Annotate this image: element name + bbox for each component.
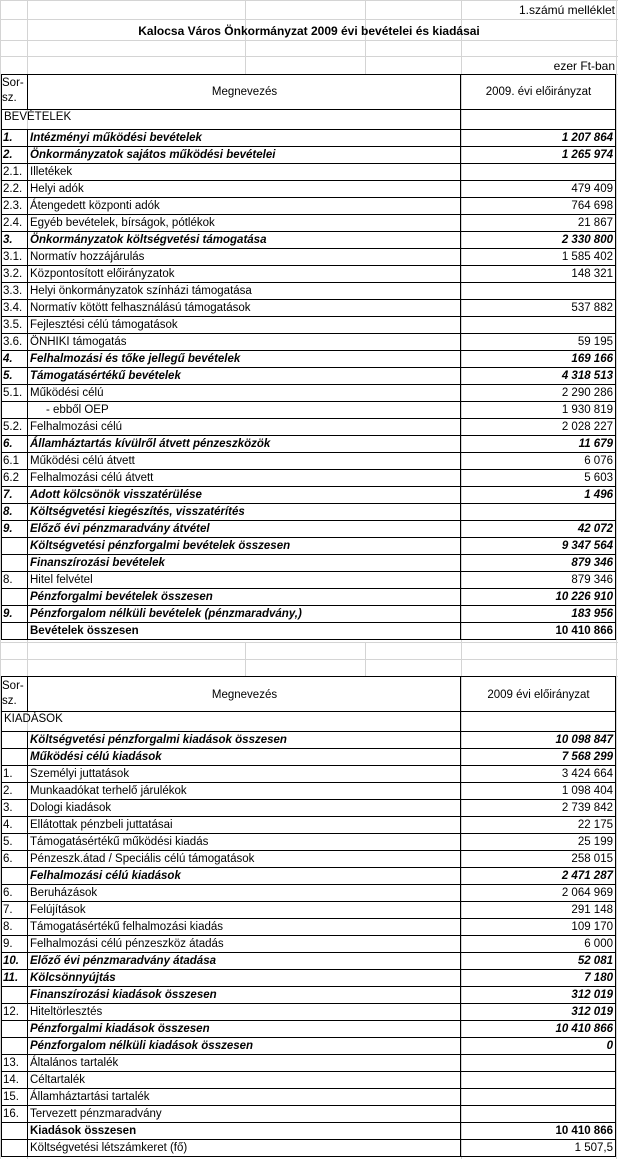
annex-label: 1.számú melléklet bbox=[518, 3, 615, 17]
revenue-table-row bbox=[0, 487, 618, 504]
revenue-row-name: Helyi adók bbox=[30, 183, 84, 195]
expense-row-no: 15. bbox=[3, 1091, 19, 1103]
expense-row-name: Támogatásértékű felhalmozási kiadás bbox=[30, 921, 224, 933]
table-border bbox=[1, 109, 616, 110]
expense-table-row bbox=[0, 936, 618, 953]
revenue-table-row bbox=[0, 130, 618, 147]
expense-row-name: Általános tartalék bbox=[30, 1057, 119, 1069]
revenue-table-row bbox=[0, 334, 618, 351]
expense-row-value: 0 bbox=[606, 1040, 613, 1052]
expense-row-name: Felhalmozási célú pénzeszköz átadás bbox=[30, 938, 224, 950]
revenue-table-row bbox=[0, 147, 618, 164]
page-title: Kalocsa Város Önkormányzat 2009 évi bevételei és kiadásai bbox=[138, 24, 480, 38]
expense-row-value: 6 000 bbox=[584, 938, 613, 950]
gridline bbox=[0, 40, 618, 41]
revenue-row-no bbox=[1, 589, 27, 606]
revenue-row-value: 59 195 bbox=[577, 336, 613, 348]
revenue-table-row bbox=[0, 521, 618, 538]
expense-row-no bbox=[1, 732, 27, 749]
revenue-row-no bbox=[1, 555, 27, 572]
expense-row-value bbox=[461, 1055, 616, 1072]
expense-row-name: Tervezett pénzmaradvány bbox=[30, 1108, 162, 1120]
expense-row-name: Dologi kiadások bbox=[30, 802, 112, 814]
expense-row-name: Felújítások bbox=[30, 904, 86, 916]
expense-row-value: 312 019 bbox=[571, 1006, 613, 1018]
expense-row-name: Működési célú kiadások bbox=[30, 751, 162, 763]
expense-table-row bbox=[0, 1055, 618, 1072]
revenue-row-no: 1. bbox=[3, 132, 13, 144]
expense-table-row bbox=[0, 1140, 618, 1157]
revenue-row-value: 169 166 bbox=[571, 353, 613, 365]
revenue-table-row bbox=[0, 419, 618, 436]
expense-row-name: Finanszírozási kiadások összesen bbox=[30, 989, 217, 1001]
revenue-table-row bbox=[0, 164, 618, 181]
gridline bbox=[0, 56, 618, 57]
revenue-table-row bbox=[0, 470, 618, 487]
table-border bbox=[1, 676, 616, 677]
rev-section-title: BEVÉTELEK bbox=[4, 111, 72, 123]
revenue-row-name: Központosított előirányzatok bbox=[30, 268, 175, 280]
revenue-row-value: 1 207 864 bbox=[561, 132, 613, 144]
expense-row-value: 258 015 bbox=[571, 853, 613, 865]
expense-table-row bbox=[0, 766, 618, 783]
revenue-row-name: Költségvetési pénzforgalmi bevételek összesen bbox=[30, 540, 291, 552]
expense-row-no bbox=[1, 749, 27, 766]
revenue-row-name: Adott kölcsönök visszatérülése bbox=[30, 489, 202, 501]
expense-row-no: 5. bbox=[3, 836, 13, 848]
revenue-row-no: 3.5. bbox=[3, 319, 23, 331]
revenue-row-name: Pénzforgalom nélküli bevételek (pénzmaradvány,) bbox=[30, 608, 302, 620]
revenue-table-row bbox=[0, 215, 618, 232]
expense-row-no: 10. bbox=[3, 955, 19, 967]
expense-table-row bbox=[0, 868, 618, 885]
revenue-table-row bbox=[0, 589, 618, 606]
revenue-row-value: 1 265 974 bbox=[561, 149, 613, 161]
revenue-row-no: 6. bbox=[3, 438, 13, 450]
revenue-row-name: Támogatásértékű bevételek bbox=[30, 370, 181, 382]
revenue-row-value: 9 347 564 bbox=[561, 540, 613, 552]
expense-row-name: Beruházások bbox=[30, 887, 98, 899]
revenue-row-no: 3.6. bbox=[3, 336, 23, 348]
expense-table-row bbox=[0, 902, 618, 919]
expense-table-row bbox=[0, 834, 618, 851]
revenue-row-no: 2.2. bbox=[3, 183, 23, 195]
revenue-row-value: 11 679 bbox=[578, 438, 613, 450]
exp-section-title: KIADÁSOK bbox=[4, 713, 63, 725]
expense-row-no: 7. bbox=[3, 904, 13, 916]
table-border bbox=[1, 711, 616, 712]
expense-row-value: 25 199 bbox=[577, 836, 613, 848]
revenue-row-name: Illetékek bbox=[30, 166, 73, 178]
expense-row-no: 8. bbox=[3, 921, 13, 933]
revenue-row-name: Felhalmozási célú átvett bbox=[30, 472, 154, 484]
expense-table-row bbox=[0, 919, 618, 936]
expense-row-no: 14. bbox=[3, 1074, 19, 1086]
expense-row-value: 10 098 847 bbox=[555, 734, 613, 746]
expense-row-value: 10 410 866 bbox=[555, 1023, 613, 1035]
exp-col-no-line1: Sor- bbox=[2, 680, 24, 692]
expense-table-row bbox=[0, 970, 618, 987]
expense-table-row bbox=[0, 1038, 618, 1055]
expense-table-row bbox=[0, 817, 618, 834]
revenue-row-name: Normatív hozzájárulás bbox=[30, 251, 145, 263]
revenue-row-no: 3.1. bbox=[3, 251, 23, 263]
expense-row-name: Pénzforgalom nélküli kiadások összesen bbox=[30, 1040, 254, 1052]
revenue-table-row bbox=[0, 572, 618, 589]
expense-row-no: 6. bbox=[3, 853, 13, 865]
revenue-row-value: 879 346 bbox=[571, 574, 613, 586]
revenue-row-name: Működési célú bbox=[30, 387, 104, 399]
table-border bbox=[460, 711, 461, 731]
rev-col-value-header: 2009. évi előirányzat bbox=[485, 86, 592, 98]
revenue-table-row bbox=[0, 300, 618, 317]
revenue-row-value bbox=[461, 164, 616, 181]
revenue-row-no: 2.3. bbox=[3, 200, 23, 212]
revenue-row-no: 2. bbox=[3, 149, 13, 161]
revenue-table-row bbox=[0, 623, 618, 640]
gridline bbox=[0, 659, 618, 660]
revenue-table-row bbox=[0, 198, 618, 215]
expense-row-value: 3 424 664 bbox=[561, 768, 613, 780]
revenue-row-value: 6 076 bbox=[584, 455, 613, 467]
revenue-row-value: 1 930 819 bbox=[561, 404, 613, 416]
revenue-row-name: Előző évi pénzmaradvány átvétel bbox=[30, 523, 210, 535]
revenue-row-no: 8. bbox=[3, 574, 13, 586]
expense-row-value: 52 081 bbox=[577, 955, 613, 967]
revenue-row-no: 2.1. bbox=[3, 166, 23, 178]
revenue-row-value: 148 321 bbox=[571, 268, 613, 280]
revenue-row-value: 2 330 800 bbox=[561, 234, 613, 246]
revenue-table-row bbox=[0, 385, 618, 402]
exp-col-value-header: 2009 évi előirányzat bbox=[487, 689, 590, 701]
gridline bbox=[0, 642, 618, 643]
revenue-row-value: 537 882 bbox=[571, 302, 613, 314]
expense-row-name: Személyi juttatások bbox=[30, 768, 130, 780]
revenue-row-name: Pénzforgalmi bevételek összesen bbox=[30, 591, 213, 603]
expense-row-no: 16. bbox=[3, 1108, 19, 1120]
table-border bbox=[460, 109, 461, 129]
expense-row-name: Felhalmozási célú kiadások bbox=[30, 870, 181, 882]
revenue-row-name: Normatív kötött felhasználású támogatások bbox=[30, 302, 251, 314]
revenue-row-name: Felhalmozási célú bbox=[30, 421, 123, 433]
expense-row-name: Pénzeszk.átad / Speciális célú támogatások bbox=[30, 853, 255, 865]
revenue-row-no: 3.3. bbox=[3, 285, 23, 297]
expense-row-no: 12. bbox=[3, 1006, 19, 1018]
expense-row-value bbox=[461, 1089, 616, 1106]
expense-row-value: 7 568 299 bbox=[561, 751, 613, 763]
revenue-table-row bbox=[0, 266, 618, 283]
expense-row-value: 312 019 bbox=[571, 989, 613, 1001]
expense-row-value: 2 471 287 bbox=[561, 870, 613, 882]
expense-row-no bbox=[1, 1038, 27, 1055]
expense-row-name: Hiteltörlesztés bbox=[30, 1006, 103, 1018]
revenue-row-value: 183 956 bbox=[571, 608, 613, 620]
expense-row-name: Előző évi pénzmaradvány átadása bbox=[30, 955, 216, 967]
revenue-row-no: 2.4. bbox=[3, 217, 23, 229]
expense-row-name: Kiadások összesen bbox=[30, 1125, 137, 1137]
revenue-table-row bbox=[0, 436, 618, 453]
expense-row-no bbox=[1, 1021, 27, 1038]
gridline bbox=[0, 19, 618, 20]
revenue-table-row bbox=[0, 181, 618, 198]
revenue-row-no: 4. bbox=[3, 353, 13, 365]
expense-table-row bbox=[0, 1106, 618, 1123]
revenue-row-name: Intézményi működési bevételek bbox=[30, 132, 202, 144]
expense-row-name: Pénzforgalmi kiadások összesen bbox=[30, 1023, 210, 1035]
expense-table-row bbox=[0, 1072, 618, 1089]
revenue-row-name: Fejlesztési célú támogatások bbox=[30, 319, 178, 331]
expense-row-value: 109 170 bbox=[571, 921, 613, 933]
revenue-row-no bbox=[1, 623, 27, 640]
revenue-table-row bbox=[0, 453, 618, 470]
exp-col-no-line2: sz. bbox=[2, 695, 17, 707]
expense-row-value bbox=[461, 1072, 616, 1089]
expense-row-no: 2. bbox=[3, 785, 13, 797]
expense-row-name: Ellátottak pénzbeli juttatásai bbox=[30, 819, 173, 831]
revenue-row-value: 1 496 bbox=[584, 489, 613, 501]
expense-row-name: Munkaadókat terhelő járulékok bbox=[30, 785, 187, 797]
revenue-row-value: 21 867 bbox=[577, 217, 613, 229]
revenue-table-row bbox=[0, 232, 618, 249]
revenue-row-name: Átengedett központi adók bbox=[30, 200, 160, 212]
revenue-row-name: Önkormányzatok költségvetési támogatása bbox=[30, 234, 267, 246]
revenue-table-row bbox=[0, 317, 618, 334]
revenue-row-no: 5.1. bbox=[3, 387, 23, 399]
expense-row-no: 6. bbox=[3, 887, 13, 899]
revenue-row-name: Működési célú átvett bbox=[30, 455, 135, 467]
revenue-row-no: 6.2 bbox=[3, 472, 19, 484]
gridline bbox=[0, 0, 618, 1]
expense-table-row bbox=[0, 885, 618, 902]
rev-col-no-line1: Sor- bbox=[2, 77, 24, 89]
expense-row-no bbox=[1, 987, 27, 1004]
expense-row-value: 10 410 866 bbox=[555, 1125, 613, 1137]
expense-table-row bbox=[0, 1004, 618, 1021]
revenue-row-name: Helyi önkormányzatok színházi támogatása bbox=[30, 285, 252, 297]
revenue-row-no: 3.4. bbox=[3, 302, 23, 314]
revenue-row-value: 1 585 402 bbox=[561, 251, 613, 263]
revenue-row-no: 5.2. bbox=[3, 421, 23, 433]
expense-row-value: 291 148 bbox=[571, 904, 613, 916]
revenue-row-name: Államháztartás kívülről átvett pénzeszközök bbox=[30, 438, 271, 450]
revenue-table-row bbox=[0, 555, 618, 572]
revenue-table-row bbox=[0, 249, 618, 266]
expense-row-no: 1. bbox=[3, 768, 13, 780]
expense-row-name: Támogatásértékű működési kiadás bbox=[30, 836, 209, 848]
expense-row-no: 11. bbox=[3, 972, 19, 984]
table-border bbox=[1, 74, 616, 75]
revenue-row-no bbox=[1, 538, 27, 555]
revenue-row-value bbox=[461, 283, 616, 300]
expense-row-value: 1 098 404 bbox=[561, 785, 613, 797]
revenue-row-value: 42 072 bbox=[577, 523, 613, 535]
revenue-table-row bbox=[0, 368, 618, 385]
revenue-row-value bbox=[461, 504, 616, 521]
revenue-row-no: 9. bbox=[3, 608, 13, 620]
revenue-row-value: 764 698 bbox=[571, 200, 613, 212]
revenue-table-row bbox=[0, 504, 618, 521]
exp-col-name-header: Megnevezés bbox=[211, 689, 278, 701]
revenue-table-row bbox=[0, 538, 618, 555]
revenue-row-name: Finanszírozási bevételek bbox=[30, 557, 165, 569]
expense-row-no bbox=[1, 1123, 27, 1140]
expense-row-value: 2 064 969 bbox=[561, 887, 613, 899]
expense-table-row bbox=[0, 851, 618, 868]
expense-row-name: Kölcsönnyújtás bbox=[30, 972, 116, 984]
expense-table-row bbox=[0, 732, 618, 749]
revenue-row-name: - ebből OEP bbox=[46, 404, 109, 416]
revenue-row-name: Bevételek összesen bbox=[30, 625, 139, 637]
expense-table-row bbox=[0, 953, 618, 970]
revenue-row-name: Felhalmozási és tőke jellegű bevételek bbox=[30, 353, 241, 365]
unit-label: ezer Ft-ban bbox=[553, 59, 615, 73]
rev-col-no-header bbox=[2, 76, 28, 106]
revenue-table-row bbox=[0, 606, 618, 623]
revenue-row-value: 879 346 bbox=[571, 557, 613, 569]
revenue-row-name: Hitel felvétel bbox=[30, 574, 93, 586]
revenue-row-no bbox=[1, 402, 27, 419]
revenue-row-no: 9. bbox=[3, 523, 13, 535]
rev-col-no-line2: sz. bbox=[2, 92, 17, 104]
exp-col-no-header bbox=[2, 679, 28, 709]
expense-row-no: 3. bbox=[3, 802, 13, 814]
revenue-row-no: 3. bbox=[3, 234, 13, 246]
expense-table-row bbox=[0, 987, 618, 1004]
expense-table-row bbox=[0, 1123, 618, 1140]
revenue-row-no: 3.2. bbox=[3, 268, 23, 280]
expense-row-no bbox=[1, 1140, 27, 1157]
expense-table-row bbox=[0, 1021, 618, 1038]
expense-row-name: Céltartalék bbox=[30, 1074, 85, 1086]
revenue-row-name: Egyéb bevételek, bírságok, pótlékok bbox=[30, 217, 215, 229]
expense-row-name: Államháztartási tartalék bbox=[30, 1091, 150, 1103]
revenue-table-row bbox=[0, 402, 618, 419]
expense-row-name: Költségvetési pénzforgalmi kiadások összesen bbox=[30, 734, 287, 746]
revenue-row-value: 2 290 286 bbox=[561, 387, 613, 399]
revenue-row-value: 479 409 bbox=[571, 183, 613, 195]
revenue-row-value: 4 318 513 bbox=[561, 370, 613, 382]
revenue-row-no: 6.1 bbox=[3, 455, 19, 467]
revenue-table-row bbox=[0, 283, 618, 300]
revenue-row-name: Önkormányzatok sajátos működési bevételei bbox=[30, 149, 276, 161]
expense-row-value bbox=[461, 1106, 616, 1123]
expense-table-row bbox=[0, 783, 618, 800]
expense-row-no: 4. bbox=[3, 819, 13, 831]
expense-row-no: 9. bbox=[3, 938, 13, 950]
revenue-row-value: 10 410 866 bbox=[555, 625, 613, 637]
revenue-row-value: 10 226 910 bbox=[555, 591, 613, 603]
expense-row-value: 2 739 842 bbox=[561, 802, 613, 814]
expense-table-row bbox=[0, 1089, 618, 1106]
revenue-row-value: 5 603 bbox=[584, 472, 613, 484]
revenue-table-row bbox=[0, 351, 618, 368]
expense-row-value: 1 507,5 bbox=[574, 1142, 613, 1154]
expense-table-row bbox=[0, 749, 618, 766]
revenue-row-value: 2 028 227 bbox=[561, 421, 613, 433]
revenue-row-name: ÖNHIKI támogatás bbox=[30, 336, 127, 348]
rev-col-name-header: Megnevezés bbox=[211, 86, 278, 98]
expense-row-no bbox=[1, 868, 27, 885]
revenue-row-no: 7. bbox=[3, 489, 13, 501]
expense-row-value: 22 175 bbox=[577, 819, 613, 831]
revenue-row-name: Költségvetési kiegészítés, visszatérítés bbox=[30, 506, 245, 518]
revenue-row-no: 5. bbox=[3, 370, 13, 382]
expense-table-row bbox=[0, 800, 618, 817]
expense-row-no: 13. bbox=[3, 1057, 19, 1069]
revenue-row-value bbox=[461, 317, 616, 334]
expense-row-value: 7 180 bbox=[584, 972, 613, 984]
expense-row-name: Költségvetési létszámkeret (fő) bbox=[30, 1142, 188, 1154]
revenue-row-no: 8. bbox=[3, 506, 13, 518]
